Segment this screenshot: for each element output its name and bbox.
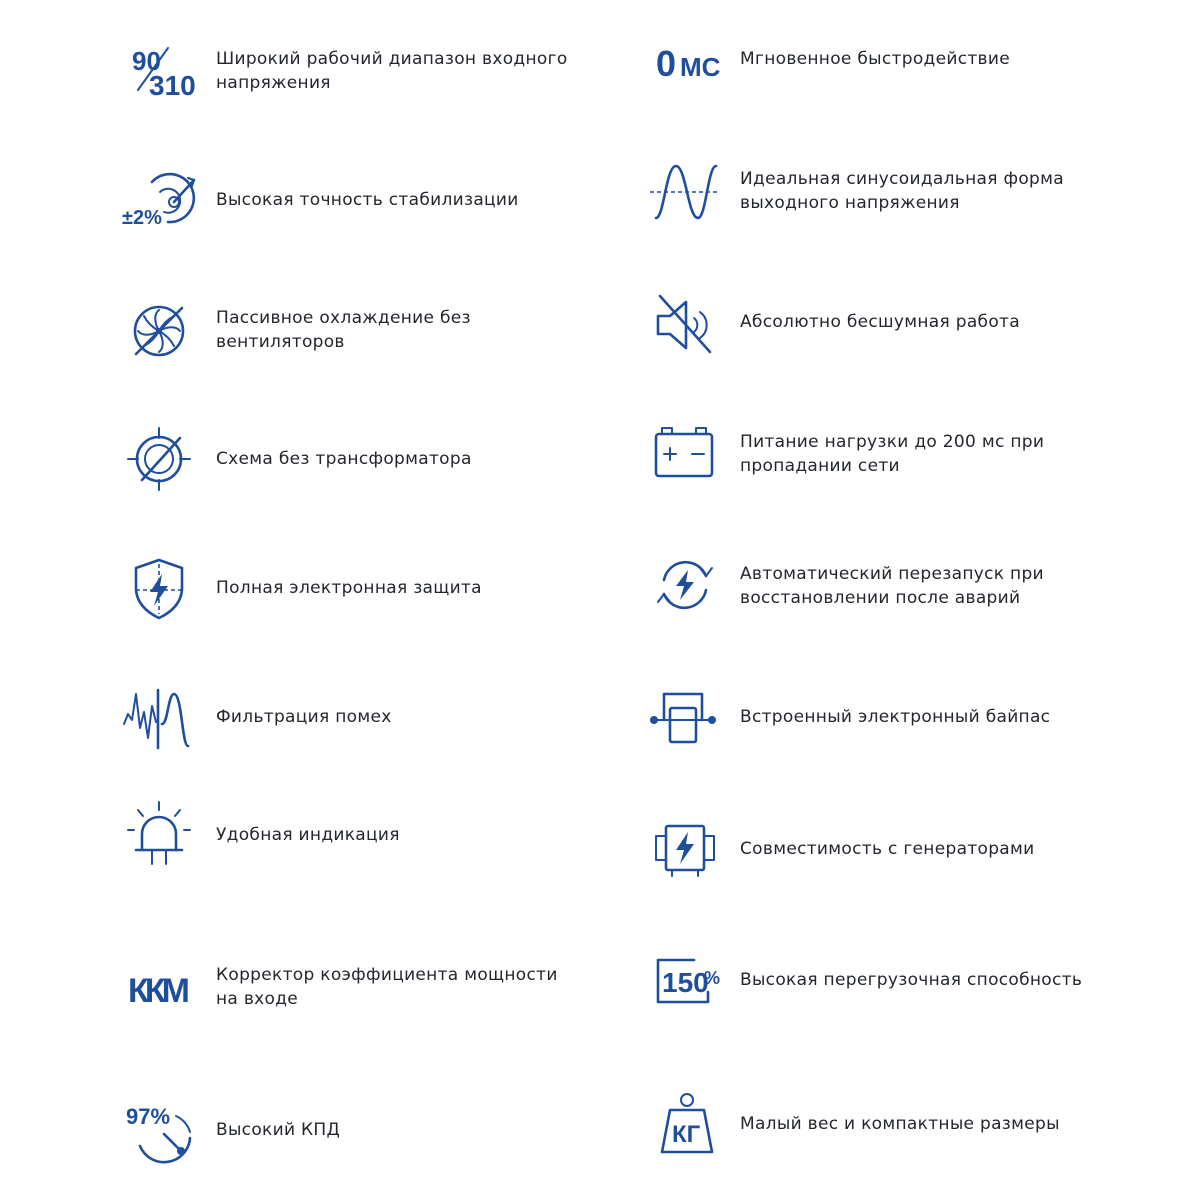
- feature-label-line: Схема без трансформатора: [216, 449, 472, 469]
- icon-text-percent: %: [704, 968, 721, 988]
- feature-label-line: Мгновенное быстродействие: [740, 49, 1010, 69]
- indicator-lamp-icon: [124, 800, 194, 870]
- feature-label-line: пропадании сети: [740, 456, 900, 476]
- icon-text-90: 90: [132, 46, 161, 76]
- icon-text-accuracy: ±2%: [122, 207, 162, 229]
- feature-label-line: Питание нагрузки до 200 мс при: [740, 432, 1045, 452]
- feature-label-line: Встроенный электронный байпас: [740, 707, 1051, 727]
- sine-wave-icon: [650, 158, 720, 228]
- noise-filter-icon: [122, 684, 192, 754]
- feature-label-line: Фильтрация помех: [216, 707, 392, 727]
- feature-label-line: Удобная индикация: [216, 825, 400, 845]
- feature-label-line: Высокая точность стабилизации: [216, 190, 519, 210]
- feature-label-line: на входе: [216, 989, 299, 1009]
- icon-text-310: 310: [149, 70, 196, 101]
- kkm-icon: [126, 954, 196, 1024]
- feature-label-line: Совместимость с генераторами: [740, 839, 1035, 859]
- feature-label-line: выходного напряжения: [740, 193, 960, 213]
- icon-text-kg: КГ: [672, 1121, 701, 1148]
- weight-icon: [652, 1090, 722, 1160]
- feature-label-line: Корректор коэффициента мощности: [216, 965, 558, 985]
- icon-text-zero: 0: [656, 43, 677, 84]
- battery-icon: [650, 420, 720, 490]
- feature-label-line: восстановлении после аварий: [740, 588, 1021, 608]
- muted-speaker-icon: [650, 290, 720, 360]
- feature-label-line: Пассивное охлаждение без: [216, 308, 471, 328]
- feature-label-line: Высокий КПД: [216, 1120, 341, 1140]
- feature-label-line: Высокая перегрузочная способность: [740, 970, 1083, 990]
- target-accuracy-icon: [122, 166, 192, 236]
- bypass-icon: [648, 684, 718, 754]
- feature-label-line: Малый вес и компактные размеры: [740, 1114, 1060, 1134]
- voltage-range-icon: [124, 40, 194, 110]
- zero-ms-icon: [652, 28, 722, 98]
- icon-text-150: 150: [662, 967, 709, 998]
- feature-label-line: Полная электронная защита: [216, 578, 482, 598]
- shield-bolt-icon: [124, 554, 194, 624]
- feature-label-line: Абсолютно бесшумная работа: [740, 312, 1020, 332]
- icon-text-ms: МС: [680, 52, 721, 82]
- auto-restart-icon: [650, 550, 720, 620]
- overload-icon: [652, 950, 722, 1020]
- feature-label-line: Идеальная синусоидальная форма: [740, 169, 1064, 189]
- feature-label-line: Широкий рабочий диапазон входного: [216, 49, 568, 69]
- no-fan-icon: [124, 296, 194, 366]
- icon-text-97: 97%: [126, 1104, 171, 1129]
- generator-icon: [650, 814, 720, 884]
- feature-label-line: вентиляторов: [216, 332, 345, 352]
- efficiency-gauge-icon: [126, 1098, 196, 1168]
- feature-label-line: Автоматический перезапуск при: [740, 564, 1044, 584]
- feature-label-line: напряжения: [216, 73, 331, 93]
- icon-text-kkm: ККМ: [128, 972, 190, 1010]
- no-transformer-icon: [124, 424, 194, 494]
